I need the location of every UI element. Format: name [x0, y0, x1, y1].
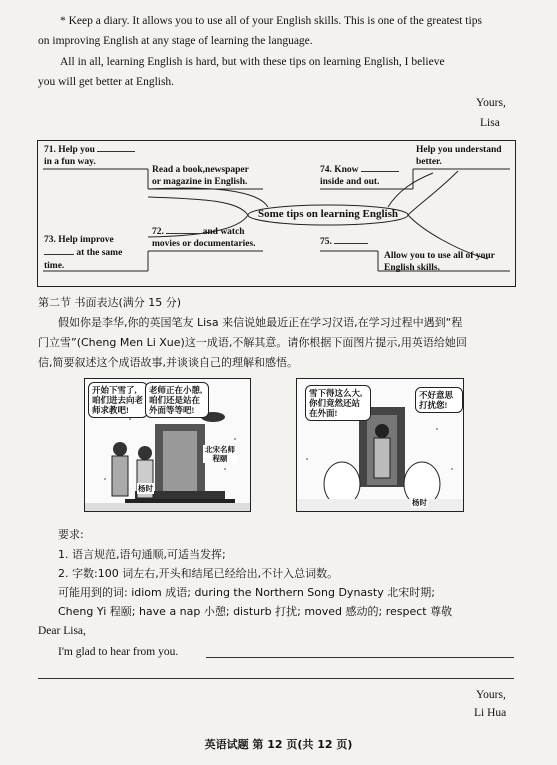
comic-right-bubble-2: 不好意思打扰您!: [415, 387, 463, 413]
comic-left-bubble-1: 开始下雪了,咱们进去向老师求教吧!: [88, 382, 148, 418]
comic-right-bubble-1: 雪下得这么大,你们竟然还站在外面!: [305, 385, 371, 421]
node-read-b: or magazine in English.: [152, 177, 248, 187]
node-allow-a: Allow you to use all of your: [384, 251, 495, 261]
writing-line-1[interactable]: [206, 657, 514, 658]
node-73-a: 73. Help improve: [44, 235, 114, 245]
comic-left-bubble-2: 老师正在小憩,咱们还是站在外面等等吧!: [145, 382, 209, 418]
page-footer: 英语试题 第 12 页(共 12 页): [204, 738, 353, 751]
node-71-a: 71. Help you: [44, 145, 135, 156]
node-73-b: at the same: [44, 248, 122, 259]
letter-closing: Yours,: [476, 97, 506, 109]
letter-signature: Lisa: [480, 117, 500, 129]
reply-salutation: Dear Lisa,: [38, 625, 86, 637]
comic-panel-right: [296, 378, 464, 512]
node-72-c: movies or documentaries.: [152, 239, 256, 249]
mindmap-center-label: Some tips on learning English: [258, 208, 398, 220]
comic-left-name: 杨时: [138, 484, 153, 493]
letter-p2-line2: you will get better at English.: [38, 76, 175, 88]
node-71-b: in a fun way.: [44, 157, 96, 167]
node-72-a: 72. and watch: [152, 227, 245, 237]
section2-intro-3: 信,简要叙述这个成语故事,并谈谈自己的理解和感悟。: [38, 356, 298, 369]
section2-heading: 第二节 书面表达(满分 15 分): [38, 296, 182, 309]
comic-panel-left: [84, 378, 251, 512]
section2-intro-2: 门立雪”(Cheng Men Li Xue)这一成语,不解其意。请你根据下面图片提示,用英语给她回: [38, 336, 467, 349]
node-help-b: better.: [416, 157, 442, 167]
comic-right-name: 杨时: [412, 498, 427, 507]
node-read-a: Read a book,newspaper: [152, 165, 249, 175]
reply-first-line: I'm glad to hear from you.: [58, 646, 179, 658]
vocab-line-1: 可能用到的词: idiom 成语; during the Northern Song Dynasty 北宋时期;: [58, 586, 435, 599]
letter-p1-line2: on improving English at any stage of learning the language.: [38, 35, 313, 47]
node-75: 75.: [320, 237, 368, 248]
node-74-b: inside and out.: [320, 177, 380, 187]
mindmap: [37, 140, 516, 287]
comic-left-sign: 北宋名师程颐: [205, 445, 235, 463]
requirements-heading: 要求:: [58, 528, 84, 541]
node-help-a: Help you understand: [416, 145, 502, 155]
requirement-2: 2. 字数:100 词左右,开头和结尾已经给出,不计入总词数。: [58, 567, 339, 580]
writing-line-2[interactable]: [38, 678, 514, 679]
requirement-1: 1. 语言规范,语句通顺,可适当发挥;: [58, 548, 226, 561]
reply-signature: Li Hua: [474, 707, 507, 719]
node-73-c: time.: [44, 261, 65, 271]
node-allow-b: English skills.: [384, 263, 440, 273]
section2-intro-1: 假如你是李华,你的英国笔友 Lisa 来信说她最近正在学习汉语,在学习过程中遇到“程: [58, 316, 463, 329]
vocab-line-2: Cheng Yi 程颐; have a nap 小憩; disturb 打扰; moved 感动的; respect 尊敬: [58, 605, 453, 618]
reply-closing: Yours,: [476, 689, 506, 701]
letter-p2-line1: All in all, learning English is hard, but with these tips on learning English, I believe: [60, 56, 445, 68]
letter-p1-line1: * Keep a diary. It allows you to use all of your English skills. This is one of the greatest tips: [60, 15, 482, 27]
node-74-a: 74. Know: [320, 165, 399, 176]
